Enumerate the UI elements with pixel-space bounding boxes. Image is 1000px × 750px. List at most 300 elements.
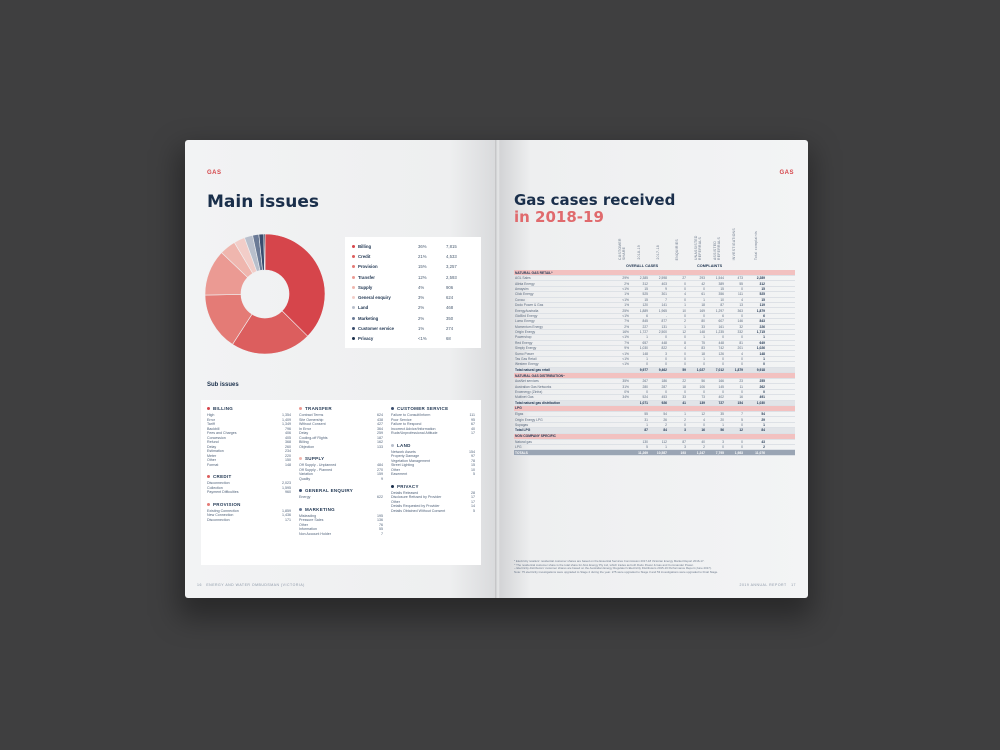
legend-dot-icon — [352, 276, 355, 279]
row-value: 22 — [682, 379, 686, 384]
row-value: 31% — [622, 384, 629, 389]
row-value: 0 — [741, 439, 743, 444]
row-value: 448 — [718, 340, 724, 345]
row-value: 657 — [642, 340, 648, 345]
legend-label: General enquiry — [358, 295, 391, 301]
page-title: Main issues — [207, 192, 320, 212]
row-value: 75 — [701, 340, 705, 345]
row-value: 9,462 — [658, 367, 667, 372]
row-value: 1,026 — [756, 346, 765, 351]
legend-dot-icon — [352, 327, 355, 330]
sub-issue-group — [299, 488, 383, 500]
sub-issue-label: Objection — [299, 444, 315, 449]
sub-issue-label: Property Damage — [391, 454, 420, 458]
row-value: 27 — [682, 276, 686, 281]
sub-issue-heading — [299, 456, 383, 461]
row-value: 55 — [739, 281, 743, 286]
row-value: 491 — [759, 395, 765, 400]
row-value: 262 — [759, 384, 765, 389]
bullet-icon — [391, 407, 394, 410]
legend-label: Transfer — [358, 274, 375, 280]
legend-label: Credit — [358, 253, 371, 259]
row-label: Origin Energy LPG — [515, 417, 543, 422]
row-value: 1 — [646, 335, 648, 340]
row-value: 1 — [684, 324, 686, 329]
row-value: 1 — [665, 445, 667, 450]
row-value: 332 — [737, 330, 743, 335]
row-value: 3 — [684, 445, 686, 450]
sub-issue-value: 624 — [377, 413, 383, 417]
row-value: 843 — [759, 319, 765, 324]
row-value: 3 — [665, 351, 667, 356]
row-value: 32 — [739, 324, 743, 329]
row-label: Total natural gas distribution — [515, 400, 561, 405]
sub-issue-heading-text: TRANSFER — [305, 406, 332, 411]
row-value: 1,297 — [715, 308, 724, 313]
legend-row — [352, 313, 474, 323]
right-page — [500, 140, 808, 598]
row-label: LPG — [515, 445, 522, 450]
row-value: <1% — [622, 286, 629, 291]
row-value: 87 — [682, 439, 686, 444]
sub-issue-value: 162 — [377, 440, 383, 444]
row-label: NATURAL GAS RETAIL* — [515, 270, 553, 275]
sub-issue-group — [391, 443, 475, 477]
sub-issue-value: 97 — [471, 454, 475, 458]
sub-issue-value: 111 — [469, 413, 475, 417]
row-value: 15 — [720, 286, 724, 291]
sub-issue-label: Site Ownership — [299, 417, 324, 422]
sub-issue-label: Details Obtained Without Consent — [391, 508, 446, 513]
section-tag-right: GAS — [779, 170, 794, 176]
row-value: 169 — [699, 308, 705, 313]
row-value: <1% — [622, 357, 629, 362]
row-label: Momentum Energy — [515, 324, 543, 329]
row-value: 83 — [701, 346, 705, 351]
footnote: ^ The residential customer share is the total share for AGL Energy Pty Ltd, which trades as both Dodo Power & Gas and Commander Power. — [514, 562, 694, 567]
sub-issue-label: Contract Terms — [299, 413, 324, 417]
sub-issues-panel — [201, 400, 481, 565]
legend-row — [352, 292, 474, 302]
row-value: 87 — [720, 303, 724, 308]
sub-issue-row — [391, 431, 475, 436]
row-value: 312 — [642, 281, 648, 286]
sub-issue-group — [207, 502, 291, 523]
sub-issue-label: Disconnection — [207, 481, 230, 485]
row-value: 1% — [624, 292, 629, 297]
row-value: 1,030 — [756, 400, 765, 405]
row-value: 525 — [642, 292, 648, 297]
sub-issue-value: 622 — [377, 495, 383, 499]
row-label: Simply Energy — [515, 346, 537, 351]
row-value: 7 — [741, 412, 743, 417]
legend-row — [352, 241, 474, 251]
sub-issue-label: Network Assets — [391, 449, 416, 454]
sub-issue-value: 368 — [285, 440, 291, 444]
legend-percent: <1% — [418, 336, 427, 342]
row-value: 0 — [722, 445, 724, 450]
row-value: 1,027 — [696, 367, 705, 372]
row-value: <1% — [622, 297, 629, 302]
sub-issue-value: 484 — [377, 463, 383, 467]
row-value: 1,727 — [639, 330, 648, 335]
sub-issue-row — [207, 463, 291, 468]
row-value: 11,269 — [638, 450, 648, 455]
group-complaints: COMPLAINTS — [697, 264, 723, 268]
sub-issue-label: Disclosure Refused by Provider — [391, 495, 442, 499]
row-value: 2 — [763, 445, 765, 450]
footnote: Note: 75 electricity investigations were upgraded to Stage 2 during the year. 275 were upgraded to Stage 3 and 53 investigations were upgraded to Final Stage. — [514, 569, 719, 574]
column-header: UNASSISTED REFERRALS — [694, 235, 702, 260]
sub-issue-label: Tariff — [207, 422, 215, 426]
row-value: <1% — [622, 351, 629, 356]
legend-percent: 12% — [418, 274, 427, 280]
legend-row — [352, 303, 474, 313]
row-value: 33 — [682, 395, 686, 400]
row-value: 0 — [703, 422, 705, 427]
sub-issue-label: Delay — [299, 431, 309, 435]
sub-issue-value: 5 — [473, 508, 475, 513]
legend-dot-icon — [352, 245, 355, 248]
sub-issue-row — [207, 518, 291, 523]
footnote: * Electricity retailers' residential customer shares are based on the Essential Services Commission 2017-18 Victorian Energy Market Report 2016-17. — [514, 559, 705, 563]
bullet-icon — [299, 508, 302, 511]
sub-issue-label: In Error — [299, 426, 311, 431]
row-value: 2,500 — [658, 330, 667, 335]
row-value: 15 — [761, 286, 765, 291]
sub-issue-label: Off Supply - Unplanned — [299, 463, 337, 467]
row-value: 29 — [761, 417, 765, 422]
row-value: 84 — [663, 428, 667, 433]
column-header: INVESTIGATIONS — [732, 227, 736, 260]
sub-issue-label: Details Requested by Provider — [391, 504, 440, 508]
row-label: Dodo Power & Gas — [515, 303, 544, 308]
row-label: EnergyAustralia — [515, 308, 539, 313]
row-value: 0 — [703, 390, 705, 394]
table-grand-total-row — [514, 450, 795, 456]
row-value: 54 — [663, 412, 667, 417]
row-value: 0 — [763, 362, 765, 367]
sub-issue-value: 95 — [471, 417, 475, 422]
column-header: 2017-18 — [656, 245, 660, 260]
sub-issue-value: 2,023 — [282, 481, 291, 485]
sub-issue-value: 136 — [377, 518, 383, 522]
left-page — [185, 140, 496, 598]
row-value: 7% — [624, 319, 629, 324]
sub-issue-label: Disconnection — [207, 517, 230, 522]
row-label: Click Energy — [515, 292, 534, 297]
row-value: 1,235 — [715, 330, 724, 335]
sub-issue-value: 364 — [377, 426, 383, 431]
row-value: 9,918 — [756, 367, 765, 372]
row-value: 10,587 — [656, 450, 667, 455]
row-value: 1,544 — [715, 276, 724, 281]
footnotes — [514, 560, 794, 574]
row-value: 166 — [718, 379, 724, 384]
row-value: 25% — [622, 308, 629, 313]
legend-dot-icon — [352, 337, 355, 340]
sub-issue-label: Collection — [207, 485, 223, 490]
row-value: 23 — [739, 379, 743, 384]
row-value: 106 — [699, 384, 705, 389]
row-value: 0 — [646, 362, 648, 367]
sub-issue-label: Error — [207, 417, 215, 422]
row-label: Lumo Energy — [515, 319, 535, 324]
sub-issue-label: Format — [207, 462, 219, 467]
legend-dot-icon — [352, 286, 355, 289]
sub-issue-row — [299, 477, 383, 482]
row-value: 1 — [646, 357, 648, 362]
row-value: 3 — [684, 428, 686, 433]
row-value: 87 — [644, 428, 648, 433]
sub-issue-value: 171 — [285, 517, 291, 522]
row-value: 877 — [661, 319, 667, 324]
row-value: 15 — [761, 297, 765, 302]
row-value: 1 — [684, 303, 686, 308]
column-header: ASSISTED REFERRALS — [713, 236, 721, 260]
sub-issue-heading-text: CUSTOMER SERVICE — [397, 406, 449, 411]
sub-issue-row — [299, 532, 383, 537]
row-value: 148 — [759, 351, 765, 356]
sub-issue-value: 1,409 — [282, 417, 291, 422]
sub-issue-label: Off Supply - Planned — [299, 467, 333, 472]
sub-issue-label: New Connection — [207, 513, 234, 517]
sub-issue-value: 40 — [471, 426, 475, 431]
row-value: 130 — [642, 439, 648, 444]
row-value: 81 — [739, 340, 743, 345]
row-value: 18 — [701, 351, 705, 356]
legend-row — [352, 262, 474, 272]
row-value: 43 — [761, 439, 765, 444]
sub-issue-label: Other — [391, 499, 400, 504]
sub-issue-value: 148 — [285, 462, 291, 467]
sub-issue-value: 76 — [379, 522, 383, 527]
row-value: 0 — [741, 286, 743, 291]
legend-value: 4,533 — [446, 253, 457, 259]
sub-issue-value: 133 — [377, 444, 383, 449]
legend-percent: 4% — [418, 284, 425, 290]
legend-percent: 21% — [418, 253, 427, 259]
sub-issue-heading-text: LAND — [397, 442, 411, 448]
row-value: 255 — [759, 379, 765, 384]
row-value: 13 — [739, 303, 743, 308]
sub-issue-label: Energy — [299, 495, 311, 499]
row-value: 7 — [665, 297, 667, 302]
row-value: 120 — [642, 303, 648, 308]
row-value: 1,889 — [639, 308, 648, 313]
legend-value: 350 — [446, 315, 454, 321]
row-label: Australian Gas Networks — [515, 384, 552, 389]
sub-issue-value: 1,349 — [282, 422, 291, 426]
sub-issue-value: 234 — [285, 449, 291, 453]
row-value: 40 — [701, 439, 705, 444]
row-value: 0 — [684, 422, 686, 427]
row-value: 0 — [741, 362, 743, 367]
sub-issue-heading — [391, 406, 475, 411]
sub-issue-label: Fees and Charges — [207, 431, 237, 435]
sub-issue-value: 10 — [471, 467, 475, 472]
row-value: 0 — [684, 297, 686, 302]
row-value: 4 — [741, 297, 743, 302]
legend-percent: 2% — [418, 315, 425, 321]
row-value: 1 — [763, 357, 765, 362]
footnote: ~ Electricity distributors' customer shares are based on the Australian Energy Regulator's Electricity Distributors 2015-16 Performance Report (June 2017). — [514, 566, 712, 571]
bullet-icon — [391, 485, 394, 488]
sub-issue-label: Failure to Consult/Inform — [391, 413, 431, 417]
row-value: 8 — [684, 340, 686, 345]
row-value: 5 — [741, 417, 743, 422]
row-label: TOTALS — [515, 450, 528, 455]
row-label: GloBird Energy — [515, 313, 538, 318]
row-value: 16 — [701, 428, 705, 433]
row-value: 1,071 — [639, 400, 648, 405]
bullet-icon — [299, 457, 302, 460]
sub-issue-group — [391, 406, 475, 436]
row-value: 145 — [718, 384, 724, 389]
row-value: 112 — [661, 439, 667, 444]
row-value: 0 — [684, 335, 686, 340]
row-value: 822 — [661, 346, 667, 351]
row-value: 26 — [663, 417, 667, 422]
row-value: 2% — [624, 324, 629, 329]
sub-issue-value: 14 — [471, 504, 475, 508]
sub-issue-label: Existing Connection — [207, 508, 239, 513]
row-value: 448 — [661, 340, 667, 345]
legend-dot-icon — [352, 265, 355, 268]
row-value: 2 — [684, 319, 686, 324]
sub-issue-heading-text: MARKETING — [305, 506, 335, 512]
row-value: 0 — [741, 357, 743, 362]
sub-issues-column — [391, 406, 475, 520]
row-label: Total LPG — [515, 428, 531, 433]
sub-issue-group — [299, 507, 383, 537]
sub-issue-label: Details Released — [391, 490, 419, 495]
row-value: 7% — [624, 340, 629, 345]
row-value: 0 — [665, 362, 667, 367]
page-footer — [197, 583, 305, 587]
row-value: 12 — [739, 428, 743, 433]
legend-value: 274 — [446, 326, 454, 332]
sub-issue-label: Billing — [299, 440, 309, 444]
row-value: 0 — [722, 390, 724, 394]
sub-issue-group — [391, 484, 475, 514]
sub-issue-label: Quality — [299, 476, 311, 481]
row-value: 18 — [682, 384, 686, 389]
row-value: 389 — [718, 281, 724, 286]
sub-issue-label: Concession — [207, 435, 226, 440]
sub-issue-group — [207, 474, 291, 495]
row-value: - — [665, 313, 667, 318]
sub-issue-label: Non Account Holder — [299, 531, 331, 536]
row-value: 59 — [682, 367, 686, 372]
row-value: 0 — [684, 351, 686, 356]
row-value: 0 — [703, 286, 705, 291]
sub-issue-heading — [391, 484, 475, 489]
row-value: 2 — [684, 417, 686, 422]
row-label: Origin Energy — [515, 330, 536, 335]
sub-issues-column — [207, 406, 291, 529]
row-value: 29% — [622, 276, 629, 281]
row-value: 10 — [720, 297, 724, 302]
sub-issue-heading — [391, 443, 475, 448]
sub-issue-row — [207, 490, 291, 495]
row-value: 227 — [642, 324, 648, 329]
legend-value: 906 — [446, 284, 454, 290]
sub-issue-value: 270 — [377, 467, 383, 472]
sub-issue-group — [299, 406, 383, 449]
column-headers — [514, 227, 795, 264]
sub-issue-heading-text: SUPPLY — [305, 456, 325, 461]
row-value: 1 — [763, 335, 765, 340]
row-value: 9 — [665, 286, 667, 291]
legend-value: 7,815 — [446, 243, 457, 249]
sub-issue-heading — [299, 406, 383, 411]
row-value: 73 — [701, 395, 705, 400]
sub-issue-label: Failure to Respond — [391, 422, 422, 426]
sub-issue-value: 1,354 — [282, 413, 291, 417]
row-value: 16 — [739, 395, 743, 400]
row-value: 111 — [737, 292, 743, 297]
row-value: 0 — [684, 357, 686, 362]
sub-issue-label: Poor Service — [391, 417, 412, 422]
row-value: 9% — [624, 346, 629, 351]
row-value: 312 — [759, 281, 765, 286]
sub-issue-value: 7 — [381, 531, 383, 536]
legend-label: Billing — [358, 243, 372, 249]
sub-issues-title: Sub issues — [207, 382, 239, 388]
row-value: 293 — [699, 276, 705, 281]
bullet-icon — [207, 475, 210, 478]
sub-issue-label: Other — [299, 522, 308, 527]
sub-issue-value: 1,859 — [282, 508, 291, 513]
legend-row — [352, 282, 474, 292]
row-value: 301 — [661, 292, 667, 297]
row-value: 1 — [703, 335, 705, 340]
sub-issue-label: Without Consent — [299, 422, 326, 426]
row-value: 11,076 — [755, 450, 765, 455]
row-value: 6 — [763, 313, 765, 318]
legend-row — [352, 334, 474, 344]
sub-issue-label: Refund — [207, 440, 219, 444]
sub-issue-value: 220 — [285, 453, 291, 458]
row-value: 2 — [703, 445, 705, 450]
sub-issue-value: 55 — [379, 527, 383, 531]
sub-issue-row — [391, 509, 475, 514]
sub-issue-value: 438 — [377, 417, 383, 422]
legend-value: 624 — [446, 295, 454, 301]
sub-issue-value: 17 — [471, 499, 475, 504]
sub-issue-label: Estimation — [207, 449, 224, 453]
row-label: Alinta Energy — [515, 281, 535, 286]
legend-value: 3,257 — [446, 264, 457, 270]
legend-percent: 36% — [418, 243, 427, 249]
row-value: 1,715 — [756, 330, 765, 335]
row-value: 0 — [763, 390, 765, 394]
legend-label: Land — [358, 305, 369, 311]
page-number: 16 — [197, 583, 202, 587]
legend-percent: 15% — [418, 264, 427, 270]
row-value: 1,983 — [734, 450, 743, 455]
row-value: 0 — [741, 390, 743, 394]
sub-issue-value: 150 — [285, 458, 291, 462]
legend-percent: 2% — [418, 305, 425, 311]
row-value: 4 — [741, 351, 743, 356]
row-label: Evoenergy (Zinfra) — [515, 390, 543, 394]
legend-value: 468 — [446, 305, 454, 311]
table-body — [514, 270, 795, 456]
sub-issue-value: 260 — [285, 444, 291, 449]
row-value: 5 — [646, 445, 648, 450]
